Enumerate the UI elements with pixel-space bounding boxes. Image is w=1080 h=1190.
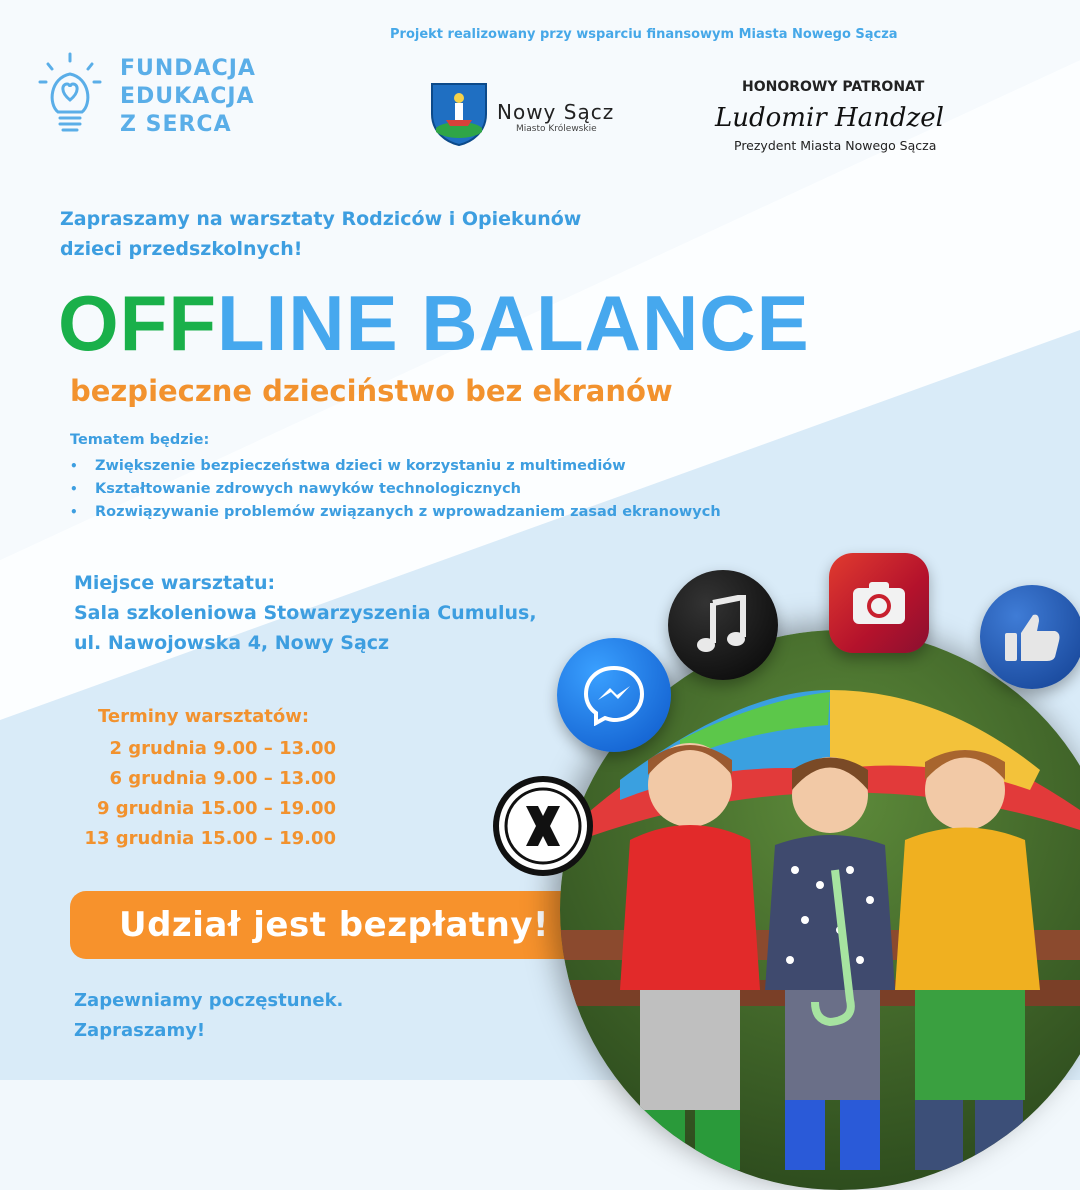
workshop-location: Miejsce warsztatu: Sala szkoleniowa Stowarzyszenia Cumulus, ul. Nawojowska 4, Nowy Sącz bbox=[74, 572, 537, 654]
x-icon bbox=[493, 776, 593, 876]
terms-heading: Terminy warsztatów: bbox=[98, 706, 310, 727]
list-item: • Rozwiązywanie problemów związanych z wprowadzaniem zasad ekranowych bbox=[70, 501, 721, 524]
list-item: 2 grudnia 9.00 – 13.00 bbox=[109, 738, 336, 759]
patron-signature: Ludomir Handzel bbox=[715, 103, 944, 133]
list-item: • Zwiększenie bezpieczeństwa dzieci w korzystaniu z multimediów bbox=[70, 455, 721, 478]
patron-role: Prezydent Miasta Nowego Sącza bbox=[734, 138, 937, 153]
list-item: 13 grudnia 15.00 – 19.00 bbox=[84, 828, 336, 849]
camera-icon bbox=[829, 553, 929, 653]
messenger-icon bbox=[557, 638, 671, 752]
music-icon bbox=[668, 570, 778, 680]
city-subtitle: Miasto Królewskie bbox=[516, 124, 597, 134]
list-item: 9 grudnia 15.00 – 19.00 bbox=[96, 798, 336, 819]
terms-list bbox=[60, 734, 336, 854]
city-crest-icon bbox=[428, 80, 490, 146]
event-title bbox=[58, 278, 810, 368]
invitation: Zapraszamy na warsztaty Rodziców i Opiekunów dzieci przedszkolnych! bbox=[60, 208, 582, 260]
sponsor-line: Projekt realizowany przy wsparciu finansowym Miasta Nowego Sącza bbox=[390, 27, 898, 42]
event-subtitle: bezpieczne dzieciństwo bez ekranów bbox=[70, 374, 673, 408]
title-off: OFF bbox=[58, 279, 217, 367]
thumbs-up-icon bbox=[980, 585, 1080, 689]
topics-list bbox=[70, 455, 721, 524]
free-banner bbox=[70, 891, 598, 959]
patronage-title: HONOROWY PATRONAT bbox=[742, 79, 925, 95]
foundation-name: FUNDACJA EDUKACJA Z SERCA bbox=[120, 56, 256, 137]
footer-text: Zapewniamy poczęstunek. Zapraszamy! bbox=[74, 990, 344, 1041]
topics-heading: Tematem będzie: bbox=[70, 432, 210, 448]
lightbulb-heart-icon bbox=[38, 52, 102, 134]
list-item: • Kształtowanie zdrowych nawyków technologicznych bbox=[70, 478, 721, 501]
title-rest: LINE BALANCE bbox=[216, 279, 810, 367]
free-banner-text: Udział jest bezpłatny! bbox=[118, 905, 550, 945]
list-item: 6 grudnia 9.00 – 13.00 bbox=[109, 768, 336, 789]
city-name: Nowy Sącz bbox=[497, 100, 615, 124]
